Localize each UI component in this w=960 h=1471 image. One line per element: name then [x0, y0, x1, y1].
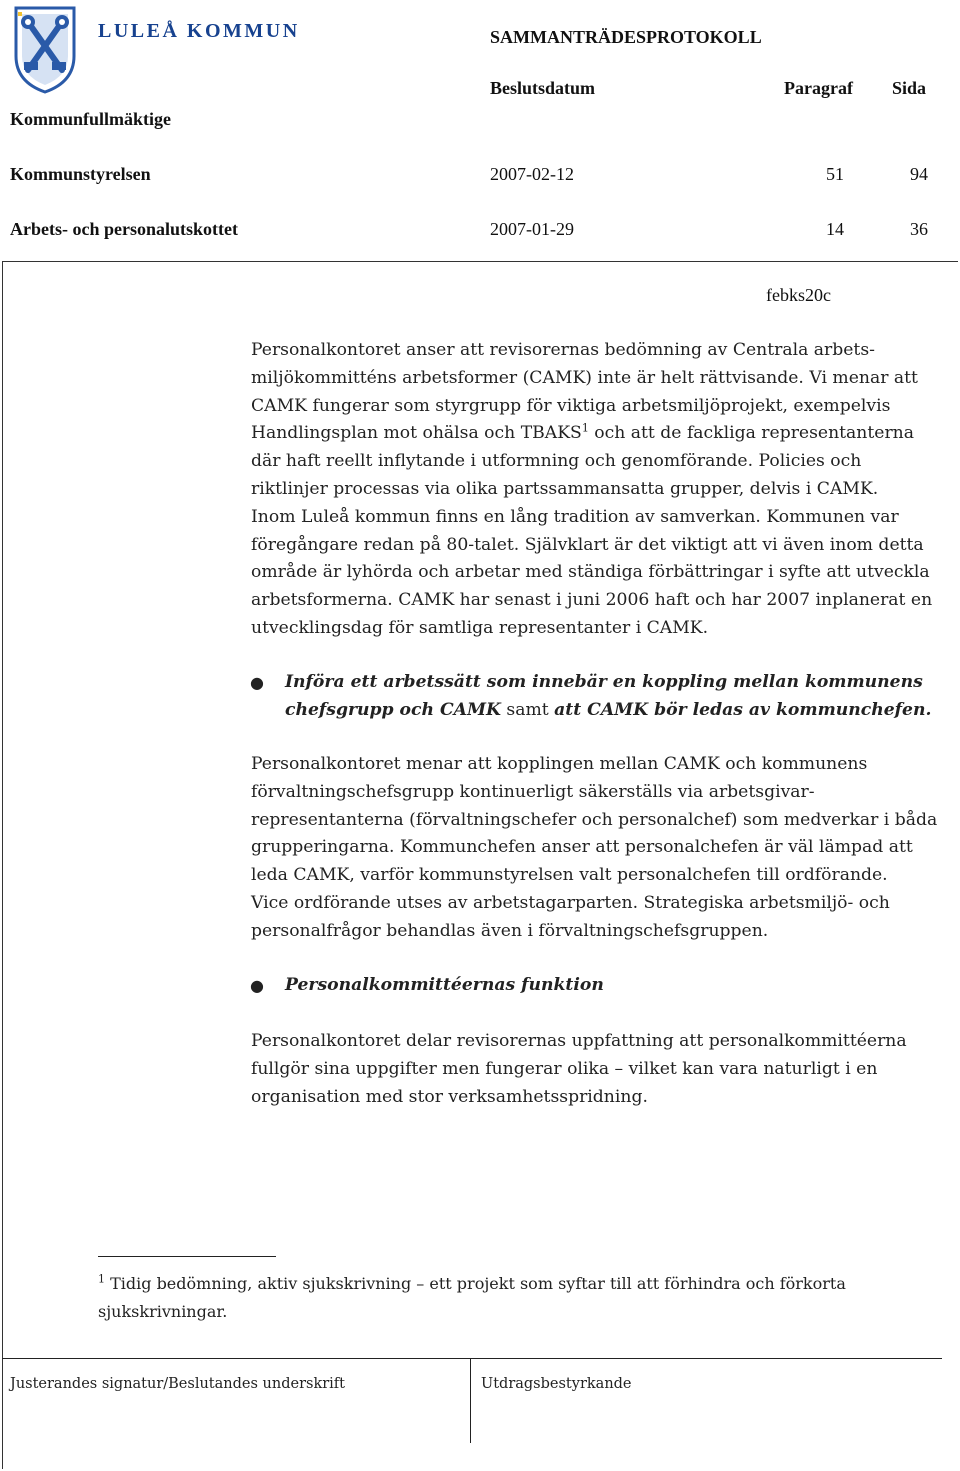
document-reference: febks20c [766, 285, 831, 305]
text-line: riktlinjer processas via olika partssammansatta grupper, delvis i CAMK. [251, 478, 879, 499]
bullet-icon: ● [250, 673, 264, 692]
row-date: 2007-01-29 [490, 219, 574, 239]
footnote-line: sjukskrivningar. [98, 1302, 228, 1321]
footnote-line [98, 1270, 846, 1298]
text-line: organisation med stor verksamhetsspridning. [251, 1086, 648, 1107]
footer-column-divider [470, 1358, 471, 1443]
text-fragment: chefsgrupp och CAMK [285, 699, 501, 720]
footnote [98, 1270, 846, 1326]
row-page: 94 [910, 164, 928, 184]
bullet-icon: ● [250, 976, 264, 995]
org-name: LULEÅ KOMMUN [98, 20, 300, 42]
text-fragment: Tidig bedömning, aktiv sjukskrivning – ett projekt som syftar till att förhindra och förkorta [105, 1274, 846, 1293]
bullet-item-camk-coupling [285, 669, 955, 725]
text-line: utvecklingsdag för samtliga representanter i CAMK. [251, 617, 709, 638]
text-line: Vice ordförande utses av arbetstagarparten. Strategiska arbetsmiljö- och [251, 892, 890, 913]
text-line: föregångare redan på 80-talet. Självklart är det viktigt att vi även inom detta [251, 534, 924, 555]
text-line: Personalkontoret delar revisorernas uppfattning att personalkommittéerna [251, 1031, 907, 1051]
signature-label: Justerandes signatur/Beslutandes underskrift [10, 1376, 345, 1392]
footnote-number: 1 [98, 1272, 105, 1286]
paragraph-camk-assessment [251, 337, 956, 643]
footer-divider [2, 1358, 942, 1359]
text-line: förvaltningschefsgrupp kontinuerligt säkerställs via arbetsgivar- [251, 781, 815, 802]
text-line: arbetsformerna. CAMK har senast i juni 2006 haft och har 2007 inplanerat en [251, 590, 933, 611]
text-line: Personalkontoret menar att kopplingen mellan CAMK och kommunens [251, 754, 868, 774]
text-line: Personalkontoret anser att revisorernas bedömning av Centrala arbets- [251, 340, 875, 360]
footnote-reference[interactable]: 1 [581, 421, 589, 435]
text-line-with-footnote [251, 420, 956, 448]
column-header-date: Beslutsdatum [490, 78, 596, 98]
text-line: CAMK fungerar som styrgrupp för viktiga arbetsmiljöprojekt, exempelvis [251, 395, 891, 416]
text-line [285, 697, 955, 725]
text-line: grupperingarna. Kommunchefen anser att personalchefen är väl lämpad att [251, 837, 913, 858]
text-line: där haft reellt inflytande i utformning och genomförande. Policies och [251, 451, 862, 472]
text-line: miljökommitténs arbetsformer (CAMK) inte är helt rättvisande. Vi menar att [251, 367, 918, 388]
text-fragment: att CAMK bör ledas av kommunchefen. [554, 699, 932, 720]
text-line: Införa ett arbetssätt som innebär en koppling mellan kommunens [285, 672, 923, 692]
footnote-divider [98, 1256, 276, 1257]
column-header-paragraph: Paragraf [784, 78, 853, 98]
row-paragraph: 14 [826, 219, 844, 239]
body-title: Kommunfullmäktige [10, 109, 172, 129]
paragraph-personnel-committees [251, 1028, 956, 1111]
text-fragment: samt [500, 699, 555, 720]
text-line: personalfrågor behandlas även i förvaltningschefsgruppen. [251, 920, 769, 941]
coat-of-arms-icon [12, 4, 78, 94]
text-line: fullgör sina uppgifter men fungerar olika – vilket kan vara naturligt i en [251, 1058, 878, 1079]
row-body-name: Arbets- och personalutskottet [10, 219, 238, 239]
bullet-item-personnel-committees: Personalkommittéernas funktion [285, 975, 604, 995]
text-line: område är lyhörda och arbetar med ständiga förbättringar i syfte att utveckla [251, 562, 930, 583]
document-title: SAMMANTRÄDESPROTOKOLL [490, 27, 762, 47]
text-fragment: och att de fackliga representanterna [588, 423, 914, 444]
row-page: 36 [910, 219, 928, 239]
row-paragraph: 51 [826, 164, 844, 184]
column-header-page: Sida [892, 78, 927, 98]
row-body-name: Kommunstyrelsen [10, 164, 151, 184]
text-line: Inom Luleå kommun finns en lång tradition av samverkan. Kommunen var [251, 506, 899, 527]
text-line: leda CAMK, varför kommunstyrelsen valt personalchefen till ordförande. [251, 865, 888, 886]
text-line: representanterna (förvaltningschefer och personalchef) som medverkar i båda [251, 809, 938, 830]
text-fragment: Handlingsplan mot ohälsa och TBAKS [251, 423, 582, 444]
paragraph-camk-leadership [251, 751, 956, 946]
row-date: 2007-02-12 [490, 164, 574, 184]
certification-label: Utdragsbestyrkande [481, 1376, 632, 1392]
